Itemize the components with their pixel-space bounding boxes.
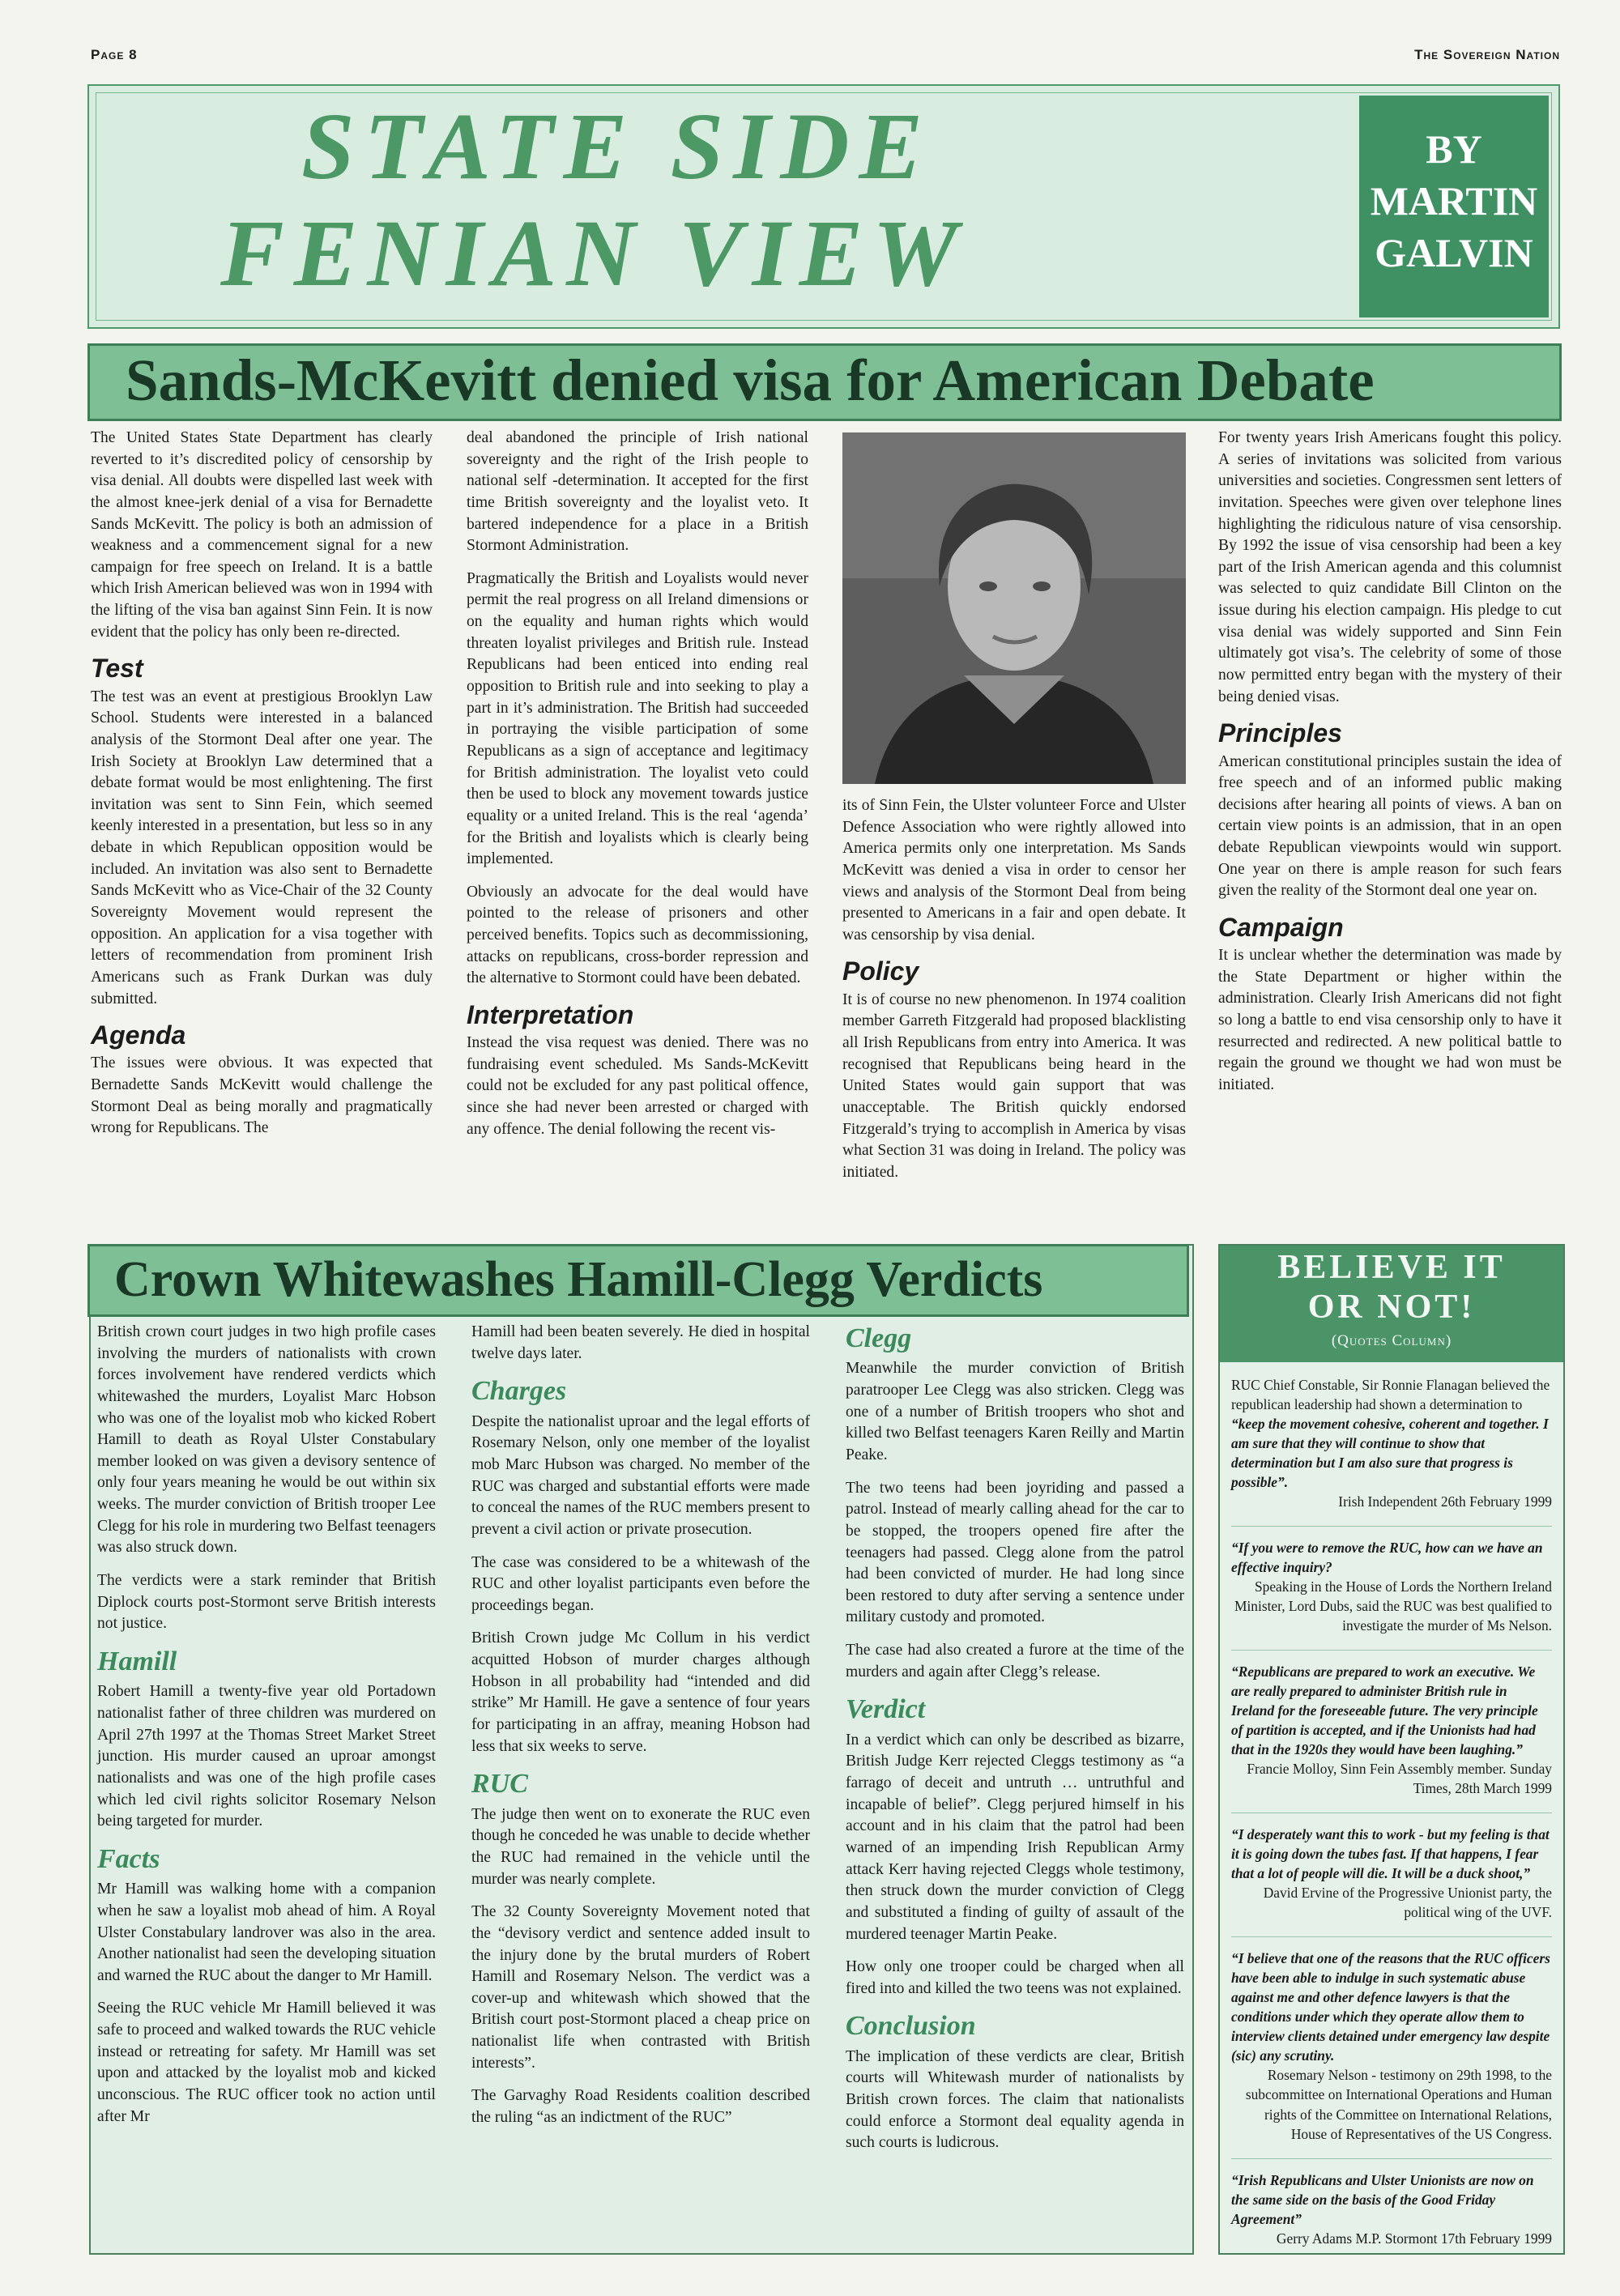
- article-paragraph: The Garvaghy Road Residents coalition described the ruling “as an indictment of the RUC”: [471, 2087, 810, 2126]
- subhead-clegg: Clegg: [846, 1323, 912, 1353]
- article-paragraph: Obviously an advocate for the deal would have pointed to the release of prisoners and other perceived benefits. Topics such as decommissioning, attacks on republicans, cross-border repression and the alternative to Stormont could have been debated.: [467, 883, 808, 987]
- article-paragraph: American constitutional principles sustain the idea of free speech and of an informed public making decisions after hearing all points of views. A ban on certain view points is an admission, that in an open debate Republican viewpoints would win support. One year on there is ample reason for such fears given the reality of the Stormont deal one year on.: [1218, 752, 1562, 900]
- article-paragraph: The test was an event at prestigious Brooklyn Law School. Students were interested in a balanced analysis of the Stormont Deal after one year. The Irish Society at Brooklyn Law determined that a debate format would be most enlightening. The first invitation was sent to Sinn Fein, which seemed keenly interested in a presentation, but less so in any debate in which Republican opposition would be included. An invitation was also sent to Bernadette Sands McKevitt who as Vice-Chair of the 32 County Sovereignty Movement would represent the opposition. An application for a visa together with letters of recommendation from prominent Irish Americans such as Frank Durkan was duly submitted.: [91, 688, 433, 1007]
- quote-text: “If you were to remove the RUC, how can we have an effective inquiry?: [1231, 1540, 1543, 1576]
- article-paragraph: The judge then went on to exonerate the RUC even though he conceded he was unable to decide whether the RUC had remained in the vehicle until the murder was nearly complete.: [471, 1805, 810, 1888]
- byline-first-name: MARTIN: [1370, 178, 1538, 224]
- article-paragraph: How only one trooper could be charged when all fired into and killed the two teens was not explained.: [846, 1958, 1184, 1997]
- masthead-title-line2: FENIAN VIEW: [220, 200, 968, 306]
- subhead-ruc: RUC: [471, 1769, 528, 1800]
- article-paragraph: The verdicts were a stark reminder that British Diplock courts post-Stormont serve British interests not justice.: [97, 1572, 436, 1633]
- story2-column-1: [97, 1322, 436, 2139]
- quote-item: [1231, 1936, 1552, 2143]
- article-paragraph: It is of course no new phenomenon. In 1974 coalition member Garreth Fitzgerald had proposed blacklisting all Irish Republicans from entry into America. It was recognised that Republicans being heard in the United States would gain support that was unacceptable. The British quickly endorsed Fitzgerald’s trying to accomplish in America by visas what Section 31 was doing in Ireland. The policy was initiated.: [842, 990, 1186, 1181]
- quote-item: [1231, 1650, 1552, 1798]
- quote-intro: RUC Chief Constable, Sir Ronnie Flanagan believed the republican leadership had shown a determination to: [1231, 1377, 1550, 1413]
- quote-source: Rosemary Nelson - testimony on 29th 1998, to the subcommittee on International Operations and Human rights of the Committee on International Relations, House of Representatives of the US Congress.: [1245, 2067, 1552, 2142]
- subhead-policy: Policy: [842, 956, 919, 986]
- page-number: Page 8: [91, 47, 138, 62]
- byline-last-name: GALVIN: [1375, 230, 1533, 275]
- subhead-test: Test: [91, 654, 143, 684]
- article-paragraph: It is unclear whether the determination was made by the State Department or higher within the administration. Clearly Irish Americans did not fight so long a battle to end visa censorship only to have it resurrected and redirected. A new political battle to regain the ground we thought we had won must be initiated.: [1218, 947, 1562, 1094]
- story1-column-3: [842, 795, 1186, 1195]
- quote-source: Speaking in the House of Lords the Northern Ireland Minister, Lord Dubs, said the RUC was best qualified to investigate the murder of Ms Nelson.: [1234, 1578, 1552, 1634]
- story1-column-4: [1218, 428, 1562, 1108]
- quotes-title-line1: BELIEVE IT: [1277, 1249, 1506, 1286]
- quote-source: Irish Independent 26th February 1999: [1338, 1493, 1552, 1510]
- article-paragraph: Seeing the RUC vehicle Mr Hamill believed it was safe to proceed and walked towards the RUC vehicle instead or retreating for safety. Mr Hamill was set upon and attacked by the loyalist mob and kicked unconscious. The RUC officer took no action until after Mr: [97, 2000, 436, 2125]
- article-paragraph: The two teens had been joyriding and passed a patrol. Instead of mearly calling ahead for the car to be stopped, the troopers opened fire after the teenagers had passed. Clegg alone from the patrol had been convicted of murder. He had long since been restored to duty after serving a sentence under military custody and promoted.: [846, 1479, 1184, 1626]
- article-paragraph: British Crown judge Mc Collum in his verdict acquitted Hobson of murder charges although Hobson in all probability had “intended and did strike” Mr Hamill. He gave a sentence of four years for participating in an affray, meaning Hobson had less that six weeks to serve.: [471, 1629, 810, 1755]
- quote-source: Francie Molloy, Sinn Fein Assembly member. Sunday Times, 28th March 1999: [1247, 1761, 1552, 1797]
- quote-item: [1231, 1813, 1552, 1922]
- subhead-principles: Principles: [1218, 718, 1342, 748]
- article-paragraph: In a verdict which can only be described as bizarre, British Judge Kerr rejected Cleggs testimony as “a farrago of deceit and untruth … untruthful and incapable of belief”. Clegg perjured himself in his account and in his claim that the patrol had been warned of an impending Irish Republican Army attack Kerr having rejected Cleggs whole testimony, then struck down the murder conviction of Clegg and substituted a finding of guilty of assault of the murdered teenager Martin Peake.: [846, 1731, 1184, 1943]
- quotes-subtitle: (Quotes Column): [1331, 1331, 1452, 1349]
- article-paragraph: Hamill had been beaten severely. He died in hospital twelve days later.: [471, 1323, 810, 1362]
- article-paragraph: Mr Hamill was walking home with a companion when he saw a loyalist mob ahead of him. A Royal Ulster Constabulary landrover was also in the area. Another nationalist had seen the developing situation and warned the RUC about the danger to Mr Hamill.: [97, 1881, 436, 1984]
- story2-column-2: [471, 1322, 810, 2141]
- subhead-campaign: Campaign: [1218, 913, 1344, 942]
- story1-column-2: [467, 428, 808, 1152]
- masthead-title-line1: STATE SIDE: [301, 93, 933, 199]
- article-paragraph: Pragmatically the British and Loyalists would never permit the real progress on all Ireland dimensions or on the equality and human rights which would threaten loyalist privileges and British rule. Instead Republicans had been enticed into ending real opposition to British rule and into seeking to play a part in it’s administration. The British had succeeded in portraying the visible participation of some Republicans as a sign of acceptance and legitimacy for British administration. The loyalist veto could then be used to block any movement towards justice equality or a united Ireland. This is the real ‘agenda’ for the British and loyalists which is clearly being implemented.: [467, 569, 808, 868]
- quote-text: “keep the movement cohesive, coherent and together. I am sure that they will continue to show that determination but I am also sure that progress is possible”.: [1231, 1416, 1549, 1491]
- subhead-charges: Charges: [471, 1376, 567, 1407]
- subhead-hamill: Hamill: [97, 1646, 177, 1676]
- article-paragraph: Despite the nationalist uproar and the legal efforts of Rosemary Nelson, only one member of the loyalist mob Marc Hubson was charged. No member of the RUC was charged and substantial efforts were made to conceal the names of the RUC members present to prevent a civil action or private prosecution.: [471, 1412, 810, 1538]
- article-paragraph: Instead the visa request was denied. There was no fundraising event scheduled. Ms Sands-McKevitt could not be excluded for any past political offence, since she had never been arrested or charged with any offence. The denial following the recent vis-: [467, 1034, 808, 1138]
- quote-text: “Irish Republicans and Ulster Unionists are now on the same side on the basis of the Good Friday Agreement”: [1231, 2171, 1534, 2227]
- byline-by: BY: [1426, 126, 1482, 172]
- article-paragraph: The 32 County Sovereignty Movement noted that the “devisory verdict and sentence added insult to the injury done by the brutal murders of Robert Hamill and Rosemary Nelson. The verdict was a cover-up and whitewash which showed that the British court post-Stormont placed a cheap price on nationalist life when contrasted with British interests”.: [471, 1903, 810, 2072]
- column-masthead: [87, 84, 1560, 329]
- subhead-verdict: Verdict: [846, 1694, 926, 1725]
- article-paragraph: British crown court judges in two high profile cases involving the murders of nationalists with crown forces involvement have rendered verdicts which whitewashed the murders, Loyalist Marc Hobson who was one of the loyalist mob who kicked Robert Hamill to death as Royal Ulster Constabulary member looked on was given a devisory sentence of only four years meaning he would be out within six weeks. The murder conviction of British trooper Lee Clegg for his role in murdering two Belfast teenagers was also struck down.: [97, 1323, 436, 1557]
- subhead-facts: Facts: [97, 1843, 160, 1874]
- article-paragraph: The implication of these verdicts are clear, British courts will Whitewash murder of nationalists by British crown forces. The claim that nationalists could enforce a Stormont deal equality agenda in such courts is ludicrous.: [846, 2047, 1184, 2152]
- quote-item: [1231, 1375, 1552, 1511]
- article-paragraph: The issues were obvious. It was expected that Bernadette Sands McKevitt would challenge the Stormont Deal as being morally and pragmatically wrong for Republicans. The: [91, 1054, 433, 1137]
- article-paragraph: The case was considered to be a whitewash of the RUC and other loyalist participants even before the proceedings began.: [471, 1553, 810, 1614]
- story2-column-3: [846, 1314, 1184, 2166]
- story1-headline: Sands-McKevitt denied visa for American Debate: [87, 343, 1562, 421]
- article-paragraph: The United States State Department has clearly reverted to it’s discredited policy of censorship by visa denial. All doubts were dispelled last week with the almost knee-jerk denial of a visa for Bernadette Sands McKevitt. The policy is both an admission of weakness and a commencement signal for a new campaign for free speech on Ireland. It is a battle which Irish American believed was won in 1994 with the lifting of the visa ban against Sinn Fein. It is now evident that the policy has only been re-directed.: [91, 429, 433, 641]
- quote-text: “I desperately want this to work - but my feeling is that it is going down the tubes fast. If that happens, I fear that a lot of people will die. It will be a duck shoot,”: [1231, 1826, 1550, 1882]
- quote-source: David Ervine of the Progressive Unionist party, the political wing of the UVF.: [1263, 1885, 1552, 1921]
- quote-item: [1231, 2158, 1552, 2248]
- quote-source: Gerry Adams M.P. Stormont 17th February 1999: [1276, 2230, 1552, 2247]
- quotes-header: [1220, 1246, 1563, 1362]
- quote-text: “Republicans are prepared to work an executive. We are really prepared to administer British rule in Ireland for the foreseeable future. The very principle of partition is accepted, and if the Unionists had had that in the 1920s they would have been laughing.”: [1231, 1663, 1538, 1758]
- quote-text: “I believe that one of the reasons that the RUC officers have been able to indulge in such systematic abuse against me and other defence lawyers is that the conditions under which they operate allow them to interview clients detained under emergency law despite (sic) any scrutiny.: [1231, 1950, 1550, 2064]
- subhead-conclusion: Conclusion: [846, 2011, 976, 2042]
- article-paragraph: its of Sinn Fein, the Ulster volunteer Force and Ulster Defence Association who were rightly allowed into America permits only one interpretation. Ms Sands McKevitt was denied a visa in order to censor her views and analysis of the Stormont Deal from being presented to Americans in a fair and open debate. It was censorship by visa denial.: [842, 797, 1186, 944]
- quote-item: [1231, 1526, 1552, 1635]
- quotes-column: [1218, 1244, 1565, 2255]
- subhead-agenda: Agenda: [91, 1020, 186, 1050]
- portrait-photo: [842, 432, 1186, 784]
- portrait-illustration: [842, 432, 1186, 784]
- quotes-title-line2: OR NOT!: [1307, 1289, 1476, 1327]
- article-paragraph: Robert Hamill a twenty-five year old Portadown nationalist father of three children was murdered on April 27th 1997 at the Thomas Street Market Street junction. His murder caused an uproar amongst nationalists and was one of the high profile cases which led civil rights solicitor Rosemary Nelson being targeted for murder.: [97, 1683, 436, 1830]
- article-paragraph: The case had also created a furore at the time of the murders and again after Clegg’s release.: [846, 1642, 1184, 1680]
- byline-box: [1359, 96, 1549, 317]
- quotes-list: [1231, 1375, 1552, 2263]
- article-paragraph: Meanwhile the murder conviction of British paratrooper Lee Clegg was also stricken. Clegg was one of a number of British troopers who shot and killed two Belfast teenagers Karen Reilly and Martin Peake.: [846, 1360, 1184, 1463]
- publication-name: The Sovereign Nation: [1414, 47, 1560, 62]
- story1-column-1: [91, 428, 433, 1151]
- story2-headline: Crown Whitewashes Hamill-Clegg Verdicts: [87, 1244, 1189, 1317]
- article-paragraph: deal abandoned the principle of Irish national sovereignty and the right of the Irish people to national self -determination. It accepted for the first time British sovereignty and the loyalist veto. It bartered independence for a place in a British Stormont Administration.: [467, 429, 808, 555]
- subhead-interpretation: Interpretation: [467, 1000, 634, 1030]
- article-paragraph: For twenty years Irish Americans fought this policy. A series of invitations was solicited from various universities and societies. Congressmen sent letters of invitation. Speeches were given over telephone lines highlighting the ridiculous nature of visa censorship. By 1992 the issue of visa censorship had been a key part of the Irish American agenda and this columnist was selected to quiz candidate Bill Clinton on the issue during his election campaign. His pledge to cut visa denial was widely supported and Sinn Fein ultimately got visa’s. The celebrity of some of those now permitted entry began with the mystery of their being denied visas.: [1218, 429, 1562, 705]
